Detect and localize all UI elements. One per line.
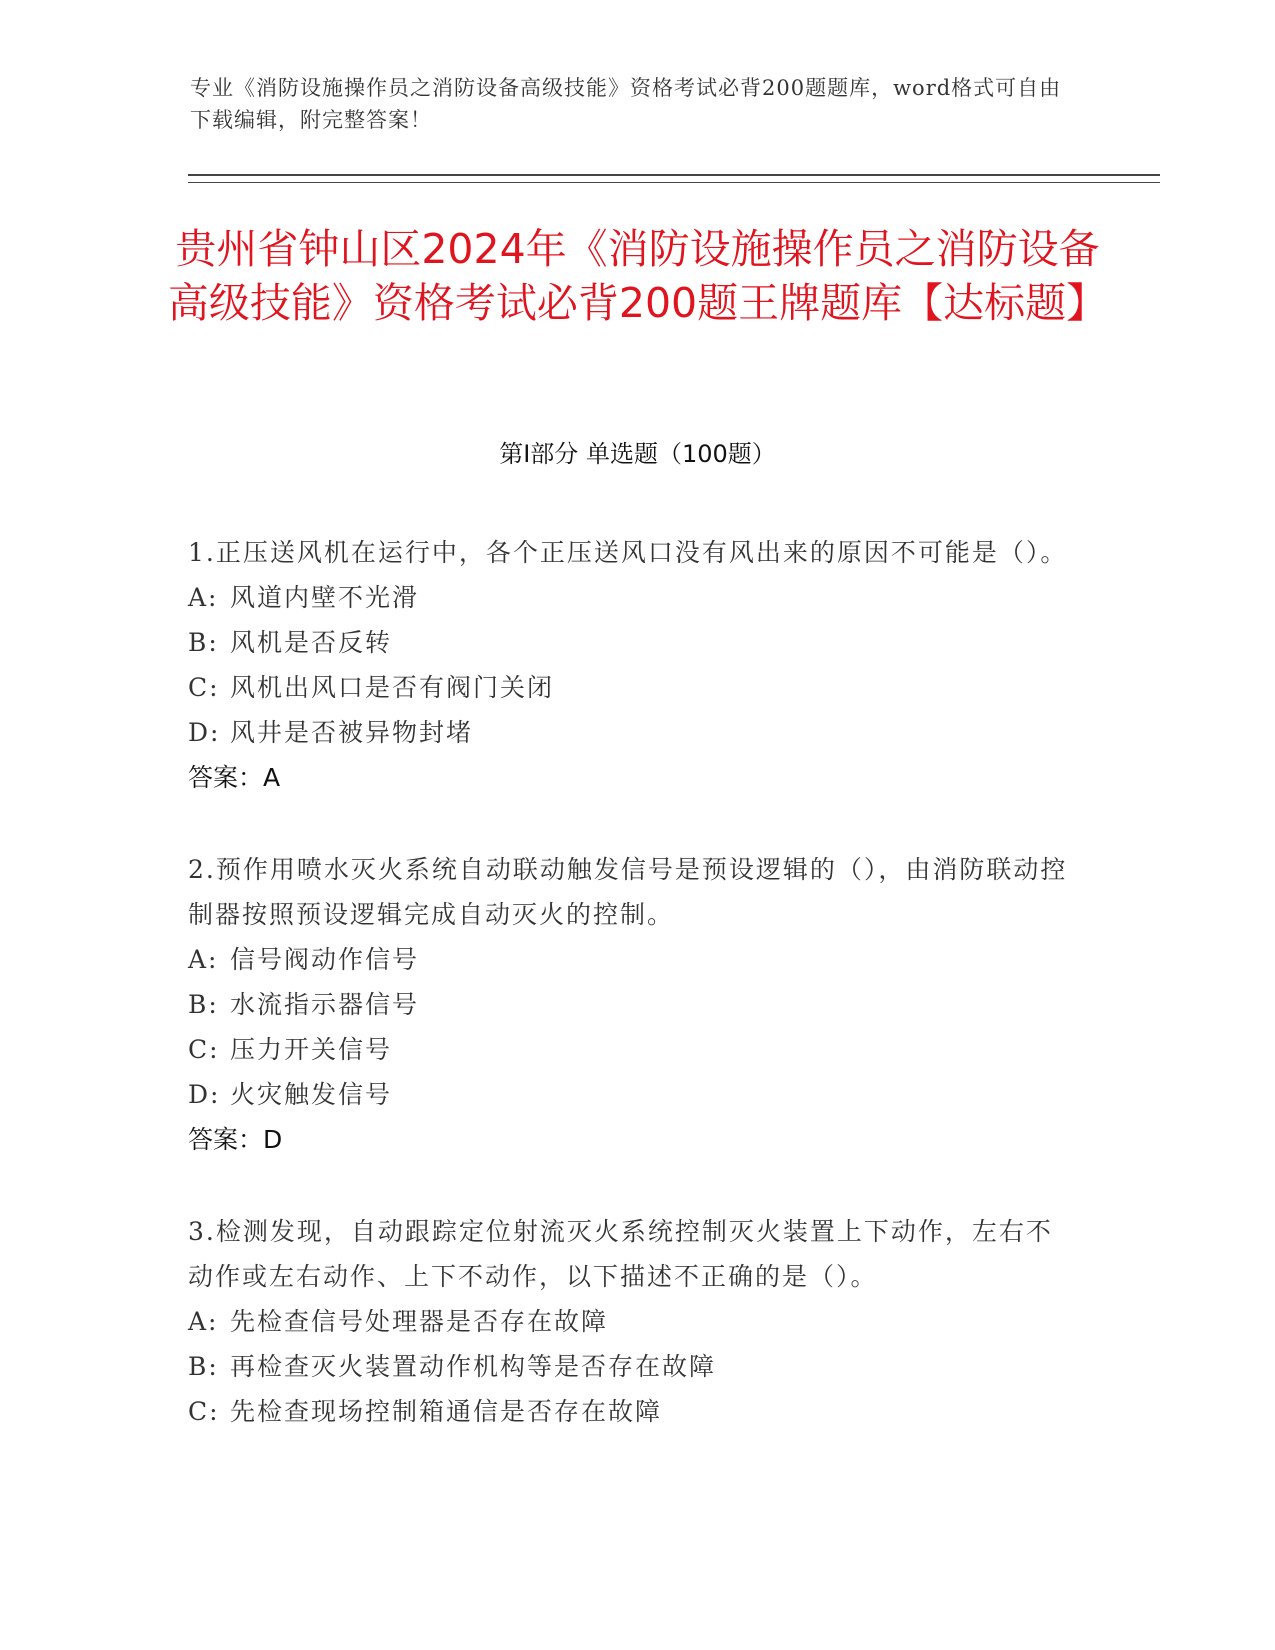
question-item: [188, 530, 1068, 801]
option-text: 火灾触发信号: [230, 1080, 393, 1109]
option-d: [188, 1072, 1068, 1117]
question-list: [188, 530, 1068, 1480]
option-text: 风机是否反转: [230, 628, 393, 657]
option-text: 信号阀动作信号: [230, 945, 420, 974]
question-item: [188, 847, 1068, 1163]
option-c: [188, 1389, 1068, 1434]
option-text: 压力开关信号: [230, 1035, 393, 1064]
header-divider-thick: [188, 174, 1160, 176]
option-text: 先检查现场控制箱通信是否存在故障: [230, 1397, 663, 1426]
option-key: B:: [188, 628, 219, 657]
answer-line: 答案：A: [188, 763, 281, 792]
option-b: [188, 620, 1068, 665]
option-d: [188, 710, 1068, 755]
option-key: D:: [188, 718, 221, 747]
option-text: 风井是否被异物封堵: [230, 718, 474, 747]
answer-line: 答案：D: [188, 1125, 283, 1154]
header-note: 专业《消防设施操作员之消防设备高级技能》资格考试必背200题题库，word格式可自由下载编辑，附完整答案！: [190, 76, 1062, 132]
option-text: 先检查信号处理器是否存在故障: [230, 1307, 609, 1336]
question-text: 1.正压送风机在运行中，各个正压送风口没有风出来的原因不可能是（）。: [188, 538, 1068, 567]
option-c: [188, 1027, 1068, 1072]
section-title: 第I部分 单选题（100题）: [499, 440, 776, 468]
option-a: [188, 937, 1068, 982]
document-title: 贵州省钟山区2024年《消防设施操作员之消防设备高级技能》资格考试必背200题王牌题库【达标题】: [167, 225, 1108, 327]
question-item: [188, 1209, 1068, 1434]
option-a: [188, 575, 1068, 620]
option-key: B:: [188, 990, 219, 1019]
option-key: C:: [188, 1397, 220, 1426]
option-a: [188, 1299, 1068, 1344]
option-c: [188, 665, 1068, 710]
option-b: [188, 982, 1068, 1027]
option-key: D:: [188, 1080, 221, 1109]
option-text: 水流指示器信号: [230, 990, 420, 1019]
option-key: C:: [188, 1035, 220, 1064]
option-key: A:: [188, 945, 219, 974]
option-key: A:: [188, 1307, 219, 1336]
option-key: C:: [188, 673, 220, 702]
question-text: 2.预作用喷水灭火系统自动联动触发信号是预设逻辑的（），由消防联动控制器按照预设逻辑完成自动灭火的控制。: [188, 855, 1068, 929]
option-text: 风道内壁不光滑: [230, 583, 420, 612]
question-text: 3.检测发现，自动跟踪定位射流灭火系统控制灭火装置上下动作，左右不动作或左右动作、上下不动作，以下描述不正确的是（）。: [188, 1217, 1053, 1291]
option-text: 再检查灭火装置动作机构等是否存在故障: [230, 1352, 717, 1381]
option-text: 风机出风口是否有阀门关闭: [230, 673, 555, 702]
option-key: A:: [188, 583, 219, 612]
option-b: [188, 1344, 1068, 1389]
header-divider-thin: [188, 182, 1160, 183]
option-key: B:: [188, 1352, 219, 1381]
